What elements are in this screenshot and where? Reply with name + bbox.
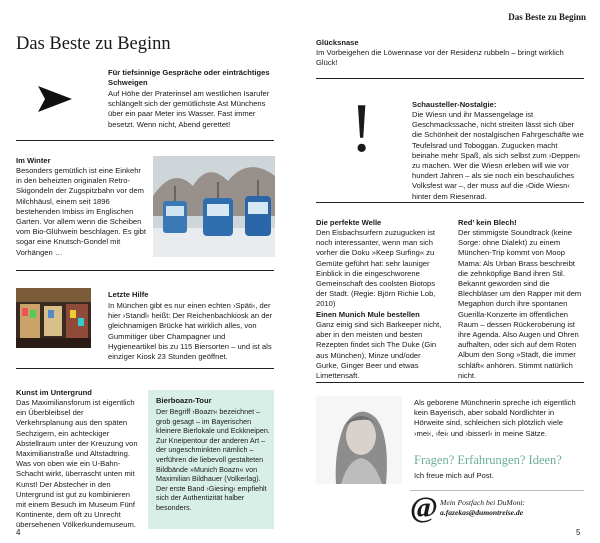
divider <box>316 202 584 203</box>
bierboazn-heading: Bierboazn-Tour <box>156 396 212 405</box>
schausteller-text: Die Wiesn und ihr Massengelage ist Geschmackssache, nicht streiten lässt sich über die Schönheit der nostalgischen Fahrgeschäfte wie Teufelsrad und Toboggan. Zugucken macht beinahe mehr Spaß, als sich selbst zum ›Deppen‹ zu machen. Wer die Wiesn erleben will wie vor hundert Jahren – als sie noch ein beschauliches Volksfest war –, der muss auf die ›Oide Wiesn‹ hinter dem Riesenrad. <box>412 110 584 201</box>
mail-address[interactable]: a.fazekas@dumontreise.de <box>440 508 524 517</box>
author-text: Als geborene Münchnerin spreche ich eigentlich kein Bayerisch, aber sobald Nordlichter in Hörweite sind, schleichen sich plötzlich viele ›mei‹, ›fei‹ und ›bisserl‹ in meine Sätze. <box>414 398 576 438</box>
page-number-left: 4 <box>16 528 21 537</box>
winter-text: Besonders gemütlich ist eine Einkehr in den beheizten originalen Retro-Skigondeln der Zugspitzbahn vor dem Milchhäusl, einem seit 1896 bestehenden Imbiss im Englischen Garten. Vor allem wenn die Scheiben vom Bio-Glühwein beschlagen. Es gibt sogar eine Knutsch-Gondel mit Vorhängen … <box>16 166 147 257</box>
arrow-right-icon <box>38 86 72 112</box>
contact-heading: Fragen? Erfahrungen? Ideen? <box>414 453 562 467</box>
kiosk-photo <box>16 288 91 348</box>
welle-heading: Die perfekte Welle <box>316 218 382 227</box>
divider <box>316 382 584 383</box>
schausteller-heading: Schausteller-Nostalgie: <box>412 100 497 109</box>
redkein-heading: Red’ kein Blech! <box>458 218 517 227</box>
winter-heading: Im Winter <box>16 156 51 165</box>
at-sign-icon: @ <box>410 491 438 524</box>
divider <box>16 140 274 141</box>
redkein-text: Der stimmigste Soundtrack (keine Sorge: ohne Dialekt) zu einem München-Trip kommt von Moop Mama: Als Urban Brass beschreibt die zehnköpfige Band ihren Stil. Bekannt geworden sind die Blechbläser um den Rapper mit dem Megaphon durch ihre spontanen Guerilla-Konzerte im öffentlichen Raum – dessen Rückeroberung ist ihre Agenda. Also Augen und Ohren aufhalten, oder sich auf dem Roten Album den Song »Stadt, die immer schläft« anhören. Stimmt natürlich nicht. <box>458 228 582 380</box>
divider <box>16 270 274 271</box>
letzte-hilfe-text: In München gibt es nur einen echten ›Späti‹, der hier ›Standl‹ heißt: Der Reichenbachkiosk an der gleichnamigen Brücke hat wirklich alles, von Gummitiger über Champagner und Hygieneartikel bis zu 115 Biersorten – und ist als einziger Kiosk 23 Stunden geöffnet. <box>108 301 273 362</box>
exclamation-icon: ! <box>350 90 374 167</box>
gluecksnase-heading: Glücksnase <box>316 38 359 47</box>
divider <box>16 368 274 369</box>
schweigen-text: Auf Höhe der Praterinsel am westlichen Isarufer schlängelt sich der gemütlichste Ast Münchens über ein paar Meter ins Wasser. Fast immer besetzt. Wenn nicht, Abend gerettet! <box>108 89 270 129</box>
kunst-heading: Kunst im Untergrund <box>16 388 92 397</box>
mail-label: Mein Postfach bei DuMont: <box>440 498 525 507</box>
gluecksnase-text: Im Vorbeigehen die Löwennase vor der Residenz rubbeln – bringt wirklich Glück! <box>316 48 564 68</box>
mule-heading: Einen Munich Mule bestellen <box>316 310 420 319</box>
divider <box>316 78 584 79</box>
page-title: Das Beste zu Beginn <box>16 34 171 54</box>
welle-text: Den Eisbachsurfern zuzugucken ist noch interessanter, wenn man sich vorher die Doku »Keep Surfing« zu Gemüte geführt hat: sehr launiger Einblick in die eingeschworene Gemeinschaft des coolsten Biotops der Stadt. (Regie: Björn Richie Lob, 2010) <box>316 228 436 309</box>
contact-text: Ich freue mich auf Post. <box>414 471 494 480</box>
kunst-text: Das Maximiliansforum ist eigentlich ein Überbleibsel der Verkehrsplanung aus den späten Sechzigern, ein achteckiger Abstellraum unter der Kreuzung von Maximilianstraße und Altstadtring. Was von oben wie ein U-Bahn-Schacht wirkt, überrascht unten mit Kunst! Der Abstecher in den Untergrund ist gut zu kombinieren mit einem Besuch im Museum Fünf Kontinente, dem oft zu Unrecht übersehenen Völkerkundemuseum. <box>16 398 138 530</box>
author-portrait <box>316 396 402 484</box>
bierboazn-text: Der Begriff ›Boazn‹ bezeichnet – grob gesagt – im Bayerischen kleinere Bierlokale und Eckkneipen. Zur Kneipentour der anderen Art – der ungeschminkten nämlich – verführen die liebevoll gestalteten Bildbände »Munich Boazn« von Maximilian Bildhauer (Volkerlag). Der erste Band ›Giesing‹ empfiehlt sich der Authentizität halber besonders. <box>156 407 270 512</box>
mule-text: Ganz einig sind sich Barkeeper nicht, aber in den meisten und besten Rezepten findet sich The Duke (Gin aus München), Minze und/oder Gurke, Ginger Beer und etwas Limettensaft. <box>316 320 442 381</box>
schweigen-heading: Für tiefsinnige Gespräche oder einträchtiges Schweigen <box>108 68 270 88</box>
page-number-right: 5 <box>576 528 581 537</box>
running-header: Das Beste zu Beginn <box>508 12 586 22</box>
letzte-hilfe-heading: Letzte Hilfe <box>108 290 149 299</box>
gondola-photo <box>153 156 275 257</box>
